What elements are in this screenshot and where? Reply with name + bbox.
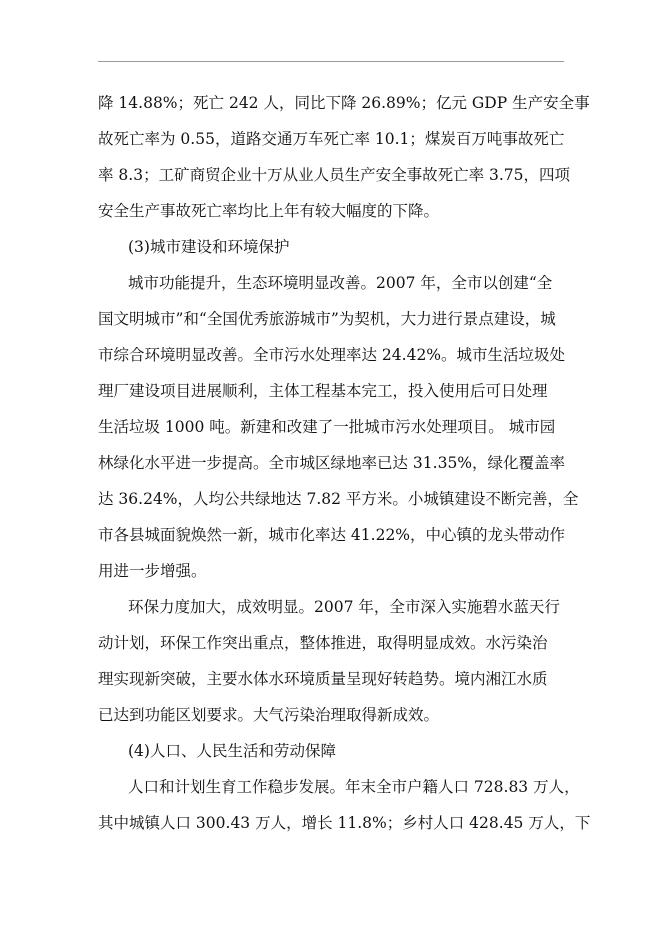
header-rule: [98, 61, 564, 62]
text-line: 用进一步增强。: [98, 562, 207, 580]
text-line: 理厂建设项目进展顺利，主体工程基本完工，投入使用后可日处理: [98, 382, 548, 400]
text-line: 城市功能提升，生态环境明显改善。2007 年，全市以创建“全: [128, 274, 553, 292]
section-heading: (3)城市建设和环境保护: [128, 238, 290, 256]
text-line: 理实现新突破，主要水体水环境质量呈现好转趋势。境内湘江水质: [98, 670, 548, 688]
text-line: 动计划，环保工作突出重点，整体推进，取得明显成效。水污染治: [98, 634, 548, 652]
text-line: 降 14.88%；死亡 242 人，同比下降 26.89%；亿元 GDP 生产安全事: [98, 94, 590, 112]
section-heading: (4)人口、人民生活和劳动保障: [128, 742, 336, 760]
text-line: 林绿化水平进一步提高。全市城区绿地率已达 31.35%，绿化覆盖率: [98, 454, 566, 472]
text-line: 市各县城面貌焕然一新，城市化率达 41.22%，中心镇的龙头带动作: [98, 526, 566, 544]
text-line: 人口和计划生育工作稳步发展。年末全市户籍人口 728.83 万人，: [128, 778, 580, 796]
text-line: 安全生产事故死亡率均比上年有较大幅度的下降。: [98, 202, 440, 220]
text-line: 生活垃圾 1000 吨。新建和改建了一批城市污水处理项目。 城市园: [98, 418, 556, 436]
text-line: 国文明城市”和“全国优秀旅游城市”为契机，大力进行景点建设，城: [98, 310, 556, 328]
text-line: 其中城镇人口 300.43 万人，增长 11.8%；乡村人口 428.45 万人，下: [98, 814, 591, 832]
text-line: 达 36.24%，人均公共绿地达 7.82 平方米。小城镇建设不断完善，全: [98, 490, 579, 508]
text-line: 市综合环境明显改善。全市污水处理率达 24.42%。城市生活垃圾处: [98, 346, 566, 364]
text-line: 故死亡率为 0.55，道路交通万车死亡率 10.1；煤炭百万吨事故死亡: [98, 130, 565, 148]
text-line: 环保力度加大，成效明显。2007 年，全市深入实施碧水蓝天行: [128, 598, 560, 616]
text-line: 已达到功能区划要求。大气污染治理取得新成效。: [98, 706, 440, 724]
text-line: 率 8.3；工矿商贸企业十万从业人员生产安全事故死亡率 3.75，四项: [98, 166, 571, 184]
